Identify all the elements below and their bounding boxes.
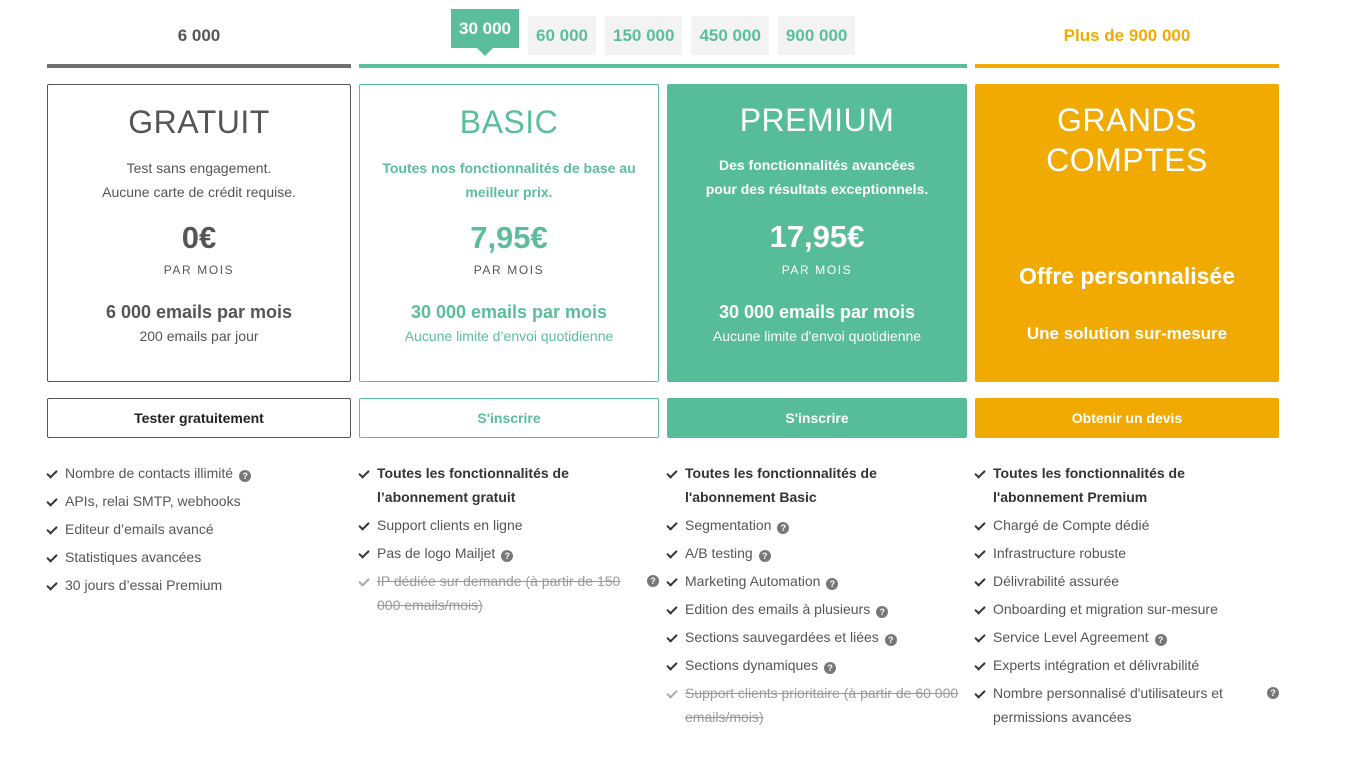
plan-email-quota: 6 000 emails par mois [105,302,293,322]
check-icon [975,653,987,677]
check-icon [47,545,59,569]
signup-premium-button[interactable]: S'inscrire [667,398,967,438]
plan-card-premium [667,84,967,382]
try-free-button[interactable]: Tester gratuitement [47,398,351,438]
feature-item [47,489,351,513]
feature-item [667,461,967,509]
plan-card-big-accounts [975,84,1279,382]
feature-list-premium [667,461,967,733]
plan-daily-limit: 200 emails par jour [139,328,259,344]
plan-description: Toutes nos fonctionnalités de base au meilleur prix. [382,160,636,200]
volume-tab-450000[interactable]: 450 000 [691,16,768,55]
check-icon [975,569,987,593]
plan-description-line: Aucune carte de crédit requise. [102,184,296,200]
check-icon [47,489,59,513]
feature-text: Toutes les fonctionnalités de l'abonnement Premium [993,465,1185,505]
active-tab-pointer [477,48,493,56]
feature-text: Chargé de Compte dédié [993,517,1150,533]
feature-item [975,513,1279,537]
check-icon [359,513,371,537]
feature-item [359,513,659,537]
plan-name-line: GRANDS [1057,102,1197,138]
volume-tab-150000[interactable]: 150 000 [605,16,682,55]
feature-item [667,541,967,565]
feature-item [975,597,1279,621]
feature-text: Marketing Automation [685,573,821,589]
feature-item [975,681,1279,729]
feature-text: 30 jours d’essai Premium [65,577,223,593]
plan-card-free [47,84,351,382]
check-icon [975,541,987,565]
volume-tab-60000[interactable]: 60 000 [528,16,596,55]
plan-name: GRATUIT [128,104,270,140]
help-icon[interactable]: ? [876,606,888,618]
check-icon [667,653,679,677]
feature-text: Toutes les fonctionnalités de l’abonnement gratuit [377,465,569,505]
plan-description [48,156,350,204]
get-quote-button[interactable]: Obtenir un devis [975,398,1279,438]
feature-text: A/B testing [685,545,753,561]
plan-name-line: COMPTES [1046,142,1208,178]
feature-item [975,541,1279,565]
help-icon[interactable]: ? [826,578,838,590]
tier-bar-paid [359,64,967,68]
volume-tab-30000[interactable] [451,9,519,48]
help-icon[interactable]: ? [1155,634,1167,646]
feature-text: Toutes les fonctionnalités de l'abonnement Basic [685,465,877,505]
help-icon[interactable]: ? [885,634,897,646]
feature-item [359,461,659,509]
feature-item [47,545,351,569]
check-icon [667,625,679,649]
feature-text: Support clients en ligne [377,517,523,533]
plan-description [667,153,967,201]
tier-bar-big [975,64,1279,68]
check-icon [667,461,679,485]
check-icon [667,569,679,593]
feature-item [975,461,1279,509]
price-period: PAR MOIS [163,263,235,277]
feature-item [667,569,967,593]
feature-text: Sections dynamiques [685,657,819,673]
feature-text: Délivrabilité assurée [993,573,1120,589]
feature-item [975,653,1279,677]
help-icon[interactable]: ? [501,550,513,562]
check-icon [667,597,679,621]
feature-item [975,625,1279,649]
check-icon [975,513,987,537]
check-icon [47,517,59,541]
price-period: PAR MOIS [473,263,545,277]
feature-text: Nombre personnalisé d'utilisateurs et permissions avancées [993,685,1223,725]
plan-description-line: Des fonctionnalités avancées [718,157,916,173]
feature-text: Nombre de contacts illimité [65,465,234,481]
help-icon[interactable]: ? [824,662,836,674]
feature-item [667,681,967,729]
feature-text: Support clients prioritaire (à partir de 60 000 emails/mois) [685,685,959,725]
feature-text: Pas de logo Mailjet [377,545,496,561]
plan-description-line: Test sans engagement. [126,160,272,176]
check-icon [359,569,371,593]
plan-price: 17,95€ [769,219,865,254]
feature-item [667,597,967,621]
check-icon [359,541,371,565]
plan-name [975,100,1279,180]
feature-text: Infrastructure robuste [993,545,1127,561]
feature-item [359,569,659,617]
feature-text: Segmentation [685,517,772,533]
price-period: PAR MOIS [781,263,853,277]
feature-item [47,461,351,485]
help-icon[interactable]: ? [647,575,659,587]
help-icon[interactable]: ? [759,550,771,562]
feature-item [47,517,351,541]
check-icon [47,573,59,597]
feature-text: Editeur d’emails avancé [65,521,214,537]
plan-name: BASIC [459,104,559,140]
custom-offer-subtitle: Une solution sur-mesure [1026,324,1228,343]
feature-text: APIs, relai SMTP, webhooks [65,493,241,509]
feature-text: Service Level Agreement [993,629,1149,645]
check-icon [667,541,679,565]
feature-item [359,541,659,565]
feature-item [47,573,351,597]
feature-list-big-accounts [975,461,1279,733]
volume-tab-label: 30 000 [459,19,511,38]
feature-text: IP dédiée sur demande (à partir de 150 000 emails/mois) [377,573,621,613]
check-icon [667,513,679,537]
feature-item [667,653,967,677]
feature-text: Sections sauvegardées et liées [685,629,879,645]
check-icon [975,625,987,649]
plan-name: PREMIUM [739,102,895,138]
feature-text: Edition des emails à plusieurs [685,601,871,617]
check-icon [975,681,987,705]
volume-tab-900000[interactable]: 900 000 [778,16,855,55]
plan-daily-limit: Aucune limite d’envoi quotidienne [404,328,614,344]
plan-price: 0€ [181,220,217,255]
feature-item [667,513,967,537]
check-icon [975,597,987,621]
plan-daily-limit: Aucune limite d'envoi quotidienne [712,328,922,344]
custom-offer: Offre personnalisée [1018,263,1236,289]
plan-price: 7,95€ [470,220,548,255]
volume-tabs [451,9,855,57]
signup-basic-button[interactable]: S'inscrire [359,398,659,438]
plan-email-quota: 30 000 emails par mois [410,302,608,322]
check-icon [975,461,987,485]
feature-text: Experts intégration et délivrabilité [993,657,1200,673]
feature-list-basic [359,461,659,621]
help-icon[interactable]: ? [777,522,789,534]
feature-text: Statistiques avancées [65,549,202,565]
plan-email-quota: 30 000 emails par mois [718,302,916,322]
feature-item [667,625,967,649]
feature-item [975,569,1279,593]
feature-text: Onboarding et migration sur-mesure [993,601,1218,617]
plan-card-basic [359,84,659,382]
check-icon [47,461,59,485]
tier-big-volume[interactable]: Plus de 900 000 [1063,26,1191,45]
feature-list-free [47,461,351,601]
help-icon[interactable]: ? [239,470,251,482]
tier-bar-free [47,64,351,68]
tier-free-volume[interactable]: 6 000 [177,26,221,45]
check-icon [359,461,371,485]
help-icon[interactable]: ? [1267,687,1279,699]
check-icon [667,681,679,705]
plan-description-line: pour des résultats exceptionnels. [705,181,929,197]
